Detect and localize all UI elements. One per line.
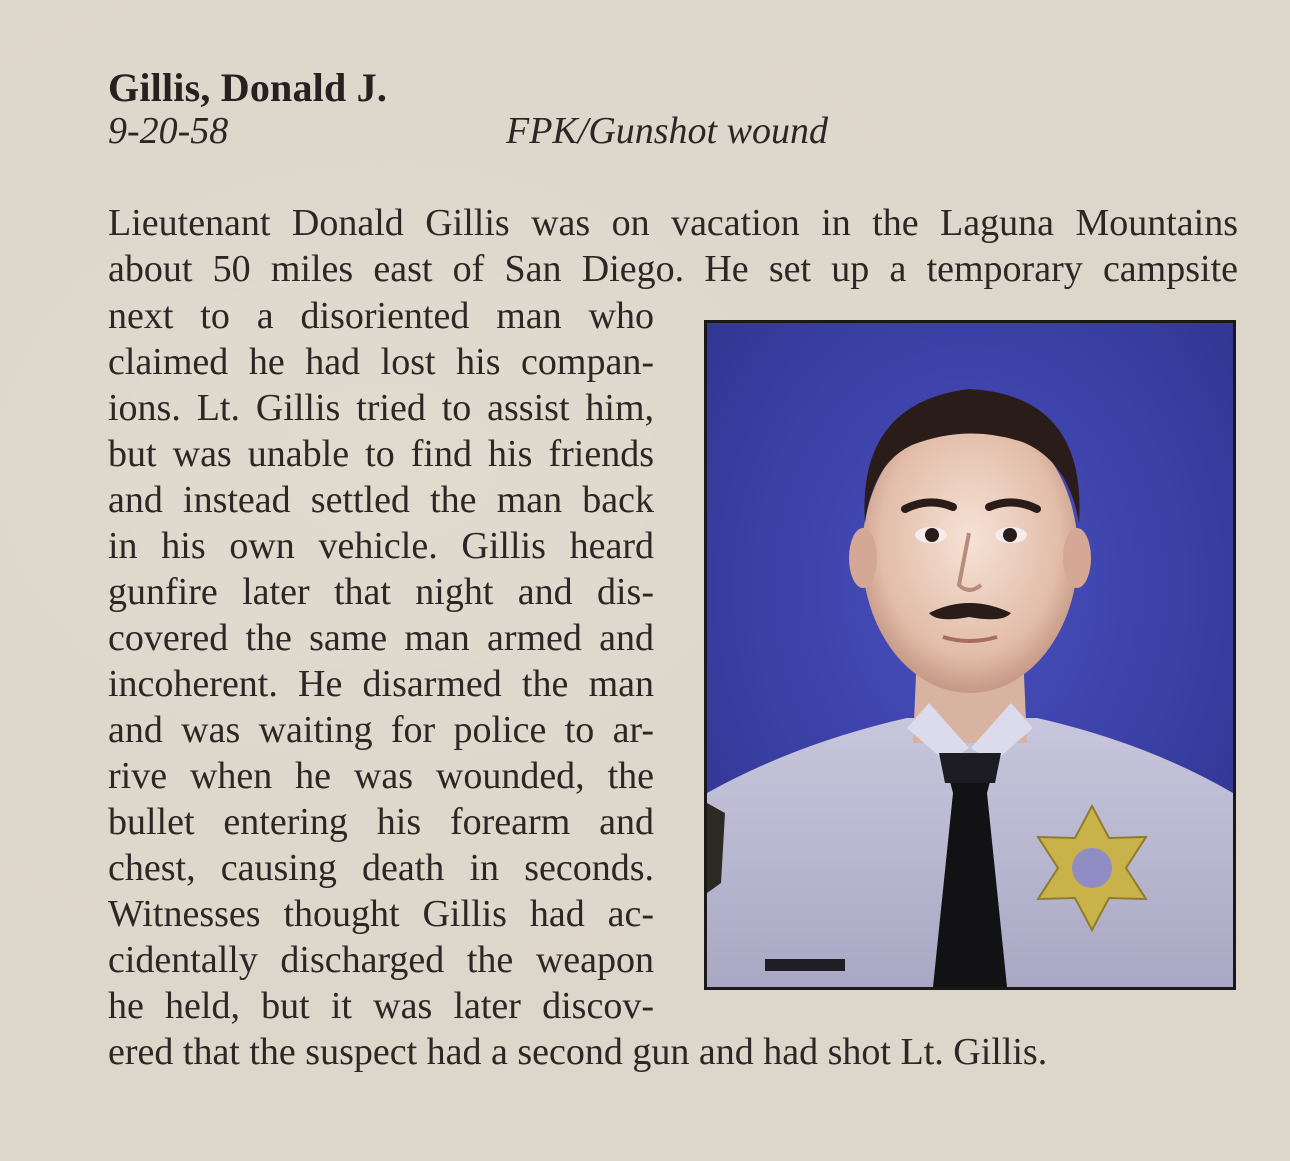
body-line: claimed he had lost his compan-	[108, 341, 654, 383]
body-line: gunfire later that night and dis-	[108, 571, 654, 613]
body-line: next to a disoriented man who	[108, 295, 654, 337]
officer-name: Gillis, Donald J.	[108, 65, 388, 110]
officer-portrait-icon	[707, 323, 1233, 987]
body-line: about 50 miles east of San Diego. He set up a temporary campsite	[108, 248, 1238, 290]
body-line: bullet entering his forearm and	[108, 801, 654, 843]
body-line: Lieutenant Donald Gillis was on vacation in the Laguna Mountains	[108, 202, 1238, 244]
body-line: but was unable to find his friends	[108, 433, 654, 475]
body-line: chest, causing death in seconds.	[108, 847, 654, 889]
body-line: rive when he was wounded, the	[108, 755, 654, 797]
body-line: in his own vehicle. Gillis heard	[108, 525, 654, 567]
body-line: ions. Lt. Gillis tried to assist him,	[108, 387, 654, 429]
body-line: cidentally discharged the weapon	[108, 939, 654, 981]
body-line: and instead settled the man back	[108, 479, 654, 521]
body-line: incoherent. He disarmed the man	[108, 663, 654, 705]
body-line: Witnesses thought Gillis had ac-	[108, 893, 654, 935]
cause-of-death: FPK/Gunshot wound	[506, 110, 828, 152]
body-line: and was waiting for police to ar-	[108, 709, 654, 751]
body-line: covered the same man armed and	[108, 617, 654, 659]
body-line: ered that the suspect had a second gun and had shot Lt. Gillis.	[108, 1031, 1048, 1073]
death-date: 9-20-58	[108, 110, 229, 152]
body-line: he held, but it was later discov-	[108, 985, 654, 1027]
officer-portrait	[704, 320, 1236, 990]
